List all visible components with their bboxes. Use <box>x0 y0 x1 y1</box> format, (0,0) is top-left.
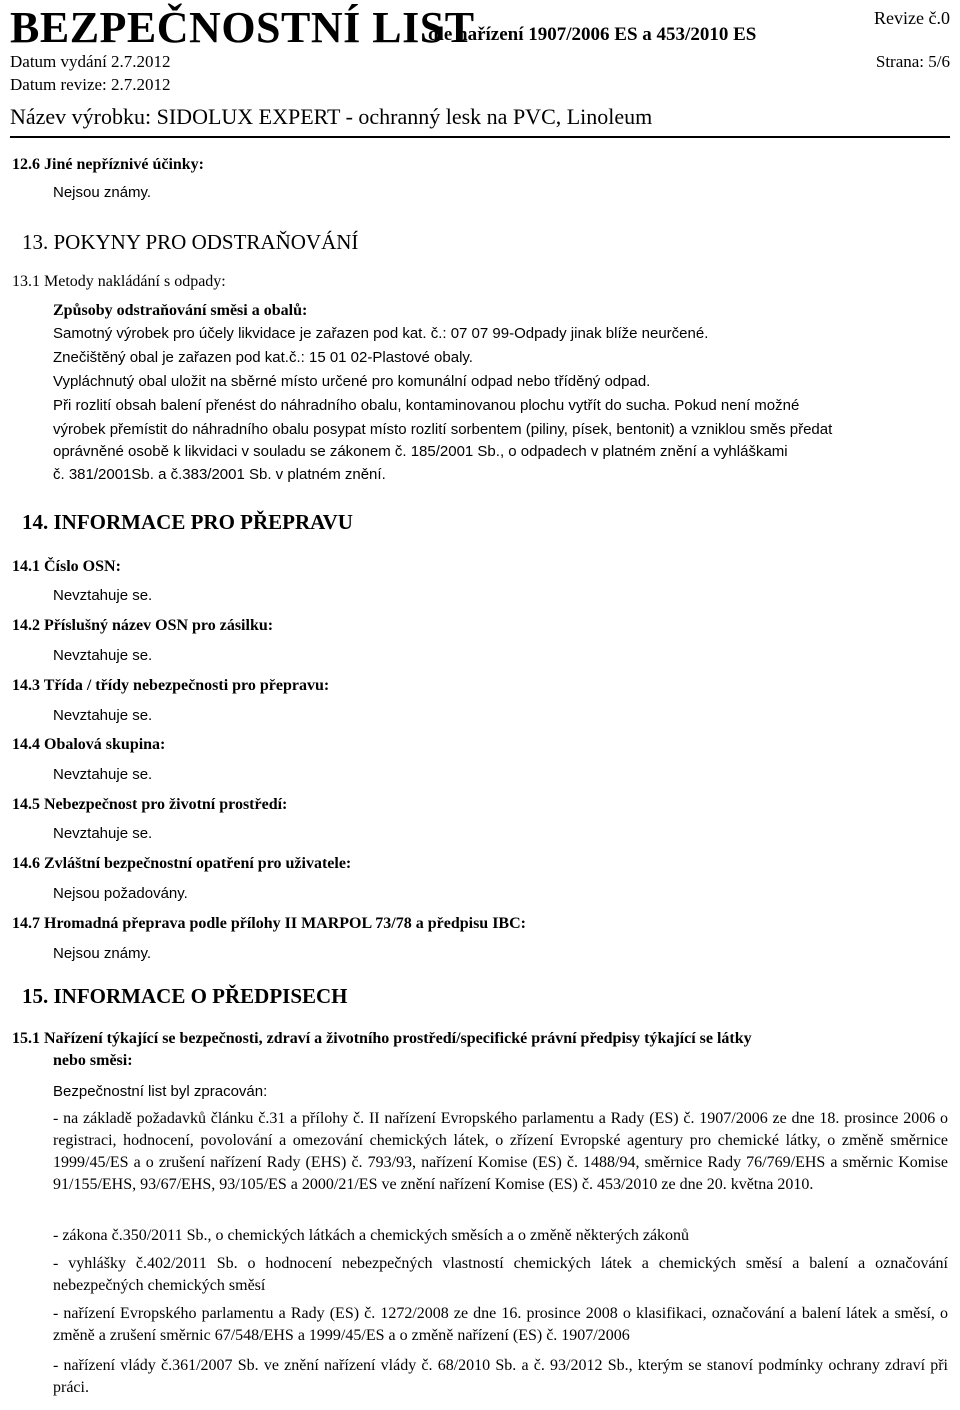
waste-line-3: Vypláchnutý obal uložit na sběrné místo určené pro komunální odpad nebo tříděný odpad. <box>53 373 651 390</box>
waste-line-4: Při rozlití obsah balení přenést do náhradního obalu, kontaminovanou plochu vytřít do sucha. Pokud není možné <box>53 397 800 414</box>
issue-date: Datum vydání 2.7.2012 <box>10 52 171 71</box>
regulation-paragraph-2: - zákona č.350/2011 Sb., o chemických látkách a chemických směsích a o změně některých zákonů <box>53 1227 690 1244</box>
section-14-2-value: Nevztahuje se. <box>53 647 153 664</box>
section-14-1-heading: 14.1 Číslo OSN: <box>12 558 121 575</box>
section-14-4-value: Nevztahuje se. <box>53 766 153 783</box>
regulation-paragraph-1: - na základě požadavků článku č.31 a přílohy č. II nařízení Evropského parlamentu a Rady (ES) č. 1907/2006 ze dne 18. prosince 2006 o registraci, hodnocení, povolování a omezování chemických látek, o zřízení Evropské agentury pro chemické látky, o změně směrnice 1999/45/ES a o zrušení nařízení Rady (EHS) č. 793/93, nařízení Komise (ES) č. 1488/94, směrnice Rady 76/769/EHS a směrnic Komise 91/155/EHS, 93/67/EHS, 93/105/ES a 2000/21/ES ve znění nařízení Komise (ES) č. 453/2010 ze dne 20. května 2010. <box>53 1110 948 1193</box>
section-13-heading: 13. POKYNY PRO ODSTRAŇOVÁNÍ <box>22 230 359 254</box>
section-15-intro: Bezpečnostní list byl zpracován: <box>53 1083 268 1100</box>
section-15-1-heading-line-1: 15.1 Nařízení týkající se bezpečnosti, zdraví a životního prostředí/specifické právní předpisy týkající se látky <box>12 1030 752 1047</box>
waste-line-1: Samotný výrobek pro účely likvidace je zařazen pod kat. č.: 07 07 99-Odpady jinak blíže neurčené. <box>53 325 709 342</box>
header-row <box>10 2 950 52</box>
section-12-6-heading: 12.6 Jiné nepříznivé účinky: <box>12 156 205 173</box>
section-14-6-value: Nejsou požadovány. <box>53 885 188 902</box>
header-divider <box>10 136 950 138</box>
section-14-3-heading: 14.3 Třída / třídy nebezpečnosti pro přepravu: <box>12 677 330 694</box>
waste-line-2: Znečištěný obal je zařazen pod kat.č.: 15 01 02-Plastové obaly. <box>53 349 473 366</box>
document-title: BEZPEČNOSTNÍ LIST <box>10 3 475 52</box>
regulation-paragraph-3: - vyhlášky č.402/2011 Sb. o hodnocení nebezpečných vlastností chemických látek a chemických směsí a balení a označování nebezpečných chemických směsí <box>53 1255 948 1294</box>
section-13-1-subheading: Způsoby odstraňování směsi a obalů: <box>53 302 308 319</box>
section-14-4-heading: 14.4 Obalová skupina: <box>12 736 166 753</box>
section-14-7-value: Nejsou známy. <box>53 945 152 962</box>
section-15-heading: 15. INFORMACE O PŘEDPISECH <box>22 984 348 1008</box>
section-14-7-heading: 14.7 Hromadná přeprava podle přílohy II MARPOL 73/78 a předpisu IBC: <box>12 915 526 932</box>
regulation-paragraph-4: - nařízení Evropského parlamentu a Rady (ES) č. 1272/2008 ze dne 16. prosince 2008 o klasifikaci, označování a balení látek a směsí, o změně a zrušení směrnic 67/548/EHS a 1999/45/ES a o změně nařízení (ES) č. 1907/2006 <box>53 1305 948 1344</box>
section-14-heading: 14. INFORMACE PRO PŘEPRAVU <box>22 510 353 534</box>
revision-number: Revize č.0 <box>874 8 950 28</box>
regulation-reference: dle nařízení 1907/2006 ES a 453/2010 ES <box>428 24 757 45</box>
section-13-1-heading: 13.1 Metody nakládání s odpady: <box>12 273 226 290</box>
page-number: Strana: 5/6 <box>875 52 950 71</box>
section-14-2-heading: 14.2 Příslušný název OSN pro zásilku: <box>12 617 274 634</box>
section-14-6-heading: 14.6 Zvláštní bezpečnostní opatření pro uživatele: <box>12 855 352 872</box>
section-14-5-heading: 14.5 Nebezpečnost pro životní prostředí: <box>12 796 288 813</box>
waste-line-5: výrobek přemístit do náhradního obalu posypat místo rozlití sorbentem (piliny, písek, bentonit) a vzniklou směs předat <box>53 421 833 438</box>
regulation-paragraph-5: - nařízení vlády č.361/2007 Sb. ve znění nařízení vlády č. 68/2010 Sb. a č. 93/2012 Sb., kterým se stanoví podmínky ochrany zdraví při práci. <box>53 1357 948 1396</box>
section-14-5-value: Nevztahuje se. <box>53 825 153 842</box>
waste-line-6: oprávněné osobě k likvidaci v souladu se zákonem č. 185/2001 Sb., o odpadech v platném znění a vyhláškami <box>53 443 788 460</box>
section-14-1-value: Nevztahuje se. <box>53 587 153 604</box>
section-15-1-heading-line-2: nebo směsi: <box>53 1052 133 1069</box>
waste-line-7: č. 381/2001Sb. a č.383/2001 Sb. v platném znění. <box>53 466 386 483</box>
section-14-3-value: Nevztahuje se. <box>53 707 153 724</box>
product-name: Název výrobku: SIDOLUX EXPERT - ochranný lesk na PVC, Linoleum <box>10 104 653 129</box>
revision-date: Datum revize: 2.7.2012 <box>10 75 171 94</box>
section-12-6-value: Nejsou známy. <box>53 184 152 201</box>
